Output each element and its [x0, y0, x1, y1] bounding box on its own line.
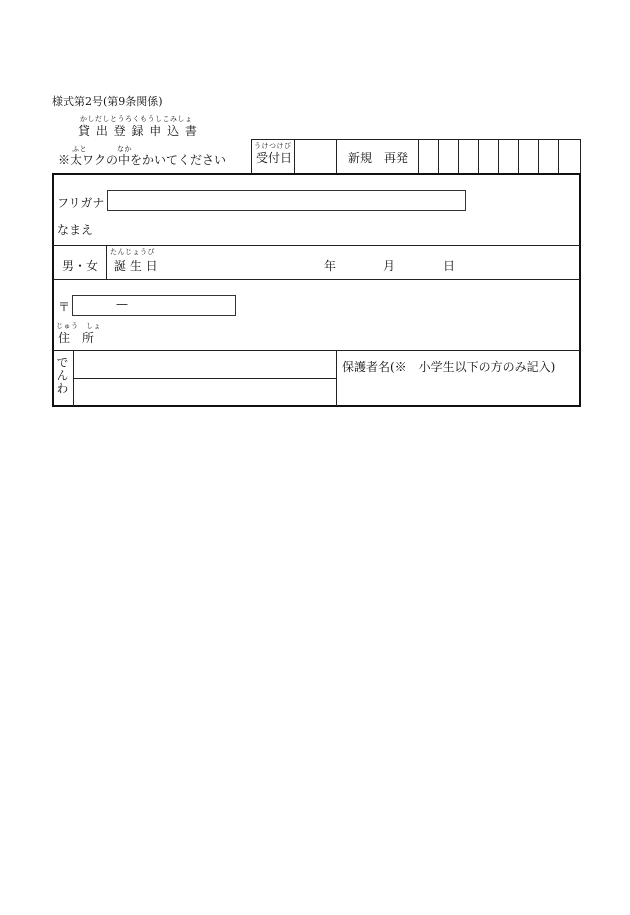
- postal-dash: —: [116, 297, 128, 311]
- phone-label: でんわ: [55, 356, 69, 395]
- birthday-day-label: 日: [443, 259, 456, 273]
- guardian-label: 保護者名(※ 小学生以下の方のみ記入): [342, 360, 556, 374]
- reception-date-label: 受付日: [256, 151, 293, 165]
- name-label: なまえ: [57, 223, 94, 237]
- title-ruby: かしだしとうろくもうしこみしょ: [80, 115, 193, 123]
- birthday-label: 誕 生 日: [114, 259, 158, 273]
- phone-input-2[interactable]: [75, 380, 335, 405]
- birthday-ruby: たんじょうび: [110, 248, 155, 256]
- reception-ruby: うけつけび: [254, 142, 292, 150]
- reception-box: [251, 139, 581, 174]
- instruction-ruby-futo: ふと: [72, 145, 87, 153]
- reception-type-options: 新規 再発: [348, 151, 409, 165]
- form-title: 貸 出 登 録 申 込 書: [78, 124, 198, 138]
- address-label: 住 所: [58, 331, 95, 345]
- postal-code-input[interactable]: [72, 295, 236, 316]
- postal-mark: 〒: [58, 300, 71, 314]
- instruction-text: ※太ワクの中をかいてください: [58, 153, 227, 167]
- guardian-name-input[interactable]: [338, 375, 578, 405]
- form-number: 様式第2号(第9条関係): [52, 95, 163, 108]
- address-ruby: じゅう しょ: [56, 322, 101, 330]
- birthday-year-label: 年: [324, 259, 337, 273]
- gender-select[interactable]: 男・女: [62, 259, 99, 273]
- instruction-ruby-naka: なか: [117, 145, 132, 153]
- birthday-month-label: 月: [383, 259, 396, 273]
- furigana-label: フリガナ: [57, 196, 105, 210]
- furigana-input[interactable]: [107, 190, 466, 211]
- phone-input-1[interactable]: [75, 352, 335, 377]
